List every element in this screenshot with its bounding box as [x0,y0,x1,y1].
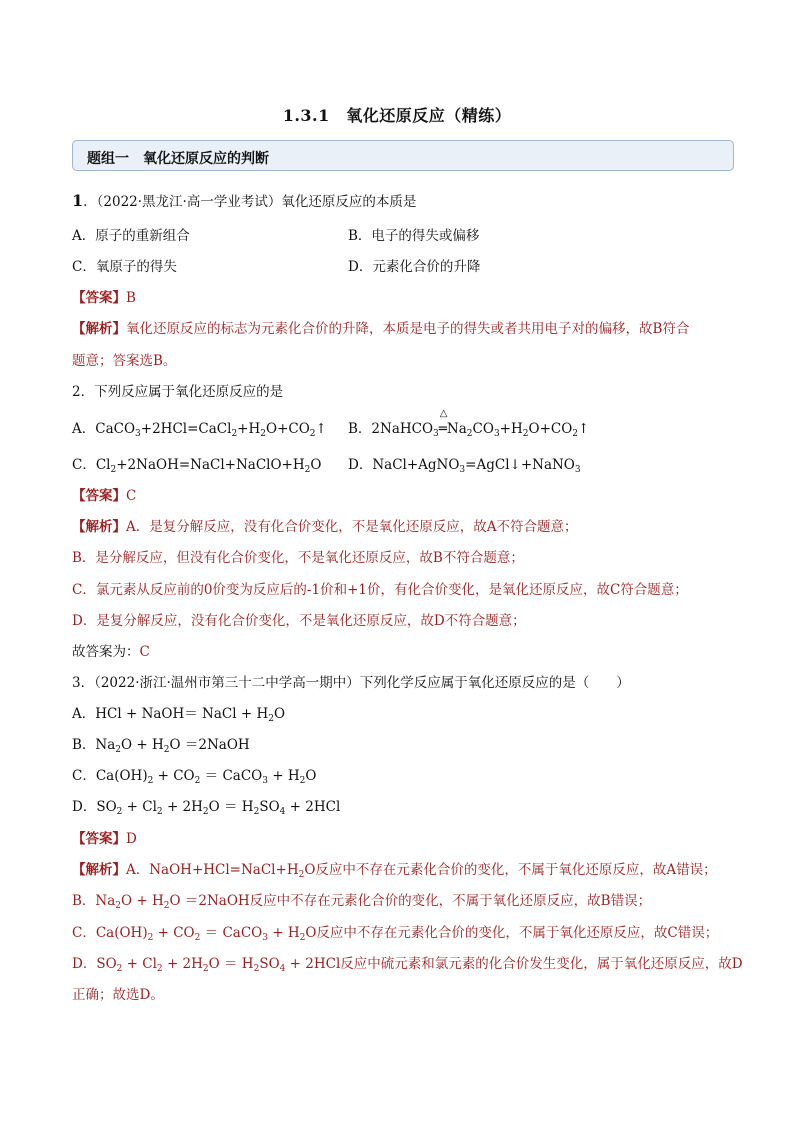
page-title: 1.3.1 氧化还原反应（精练） [282,106,512,125]
question-3-answer: 【答案】D [72,831,137,847]
question-1-answer: 【答案】B [72,290,136,306]
question-2-answer: 【答案】C [72,488,137,504]
question-2-conclusion: 故答案为：C [72,644,150,660]
question-1-option-b: B．电子的得失或偏移 [348,228,480,244]
question-3-option-a: A．HCl + NaOH＝ NaCl + $H_2O$ [72,706,286,724]
question-2-analysis-d: D．是复分解反应，没有化合价变化，不是氧化还原反应，故D不符合题意； [72,613,526,629]
question-3-analysis-c: C．$Ca(OH)_2 + CO_2$ ＝ CaCO$_3$ + $H_2O$反应中不存在元素化合价的变化，不属于氧化还原反应，故C错误； [72,925,719,943]
question-3-analysis-d: D．$SO_2 + Cl_2 + 2H_2O = H_2SO_4 + 2HCl$反应中硫元素和氯元素的化合价发生变化，属于氧化还原反应，故D [72,956,743,974]
question-1-analysis-line-1: 【解析】氧化还原反应的标志为元素化合价的升降，本质是电子的得失或者共用电子对的偏移，故B符合 [72,321,690,337]
question-2-analysis-c: C．氯元素从反应前的0价变为反应后的-1价和+1价，有化合价变化，是氧化还原反应，故C符合题意； [72,582,688,598]
question-2-stem: 2．下列反应属于氧化还原反应的是 [72,384,284,400]
question-1-option-d: D．元素化合价的升降 [348,259,481,275]
question-1-option-c: C．氧原子的得失 [72,259,177,275]
question-3-analysis-d-cont: 正确；故选D。 [72,987,164,1003]
question-2-option-d: D．NaCl+AgNO$_3$=AgCl↓+NaNO$_3$ [348,457,581,475]
question-3-option-d: D．$SO_2 + Cl_2 + 2H_2O = H_2SO_4 + 2HCl$ [72,799,341,817]
question-3-option-c: C．$Ca(OH)_2 + CO_2$ ＝ CaCO$_3$ + $H_2O$ [72,768,317,786]
question-2-analysis-b: B．是分解反应，但没有化合价变化，不是氧化还原反应，故B不符合题意； [72,550,524,566]
question-2-option-a: A．$CaCO_3+2HCl=CaCl_2+H_2O+CO_2↑$ [72,421,327,439]
question-group-header [72,140,734,171]
question-3-analysis-b: B．$Na_2O + H_2O$ ＝2NaOH反应中不存在元素化合价的变化，不属于氧化还原反应，故B错误； [72,893,652,911]
question-2-option-c: C．$Cl_2+2NaOH=NaCl+NaClO+H_2O$ [72,457,322,475]
heating-condition: △ ═ [438,408,448,437]
question-3-stem: 3．（2022·浙江·温州市第三十二中学高一期中）下列化学反应属于氧化还原反应的是（ ） [72,675,630,691]
question-1-option-a: A．原子的重新组合 [72,228,190,244]
question-3-analysis-a: 【解析】A．$NaOH+HCl=NaCl+H_2O$反应中不存在元素化合价的变化，不属于氧化还原反应，故A错误； [72,862,717,880]
question-2-analysis-a: 【解析】A．是复分解反应，没有化合价变化，不是氧化还原反应，故A不符合题意； [72,519,578,535]
heat-triangle-icon: △ [439,408,448,419]
question-1-analysis-line-2: 题意；答案选B。 [72,353,177,369]
question-1-stem: 1．（2022·黑龙江·高一学业考试）氧化还原反应的本质是 [72,191,417,210]
question-group-label: 题组一 氧化还原反应的判断 [87,151,269,167]
question-3-option-b: B．$Na_2O + H_2O$ ＝2NaOH [72,737,250,755]
question-2-option-b: B．2NaHCO$_3$ △ $═Na_2CO_3+H_2O+CO_2↑$ [348,408,590,439]
